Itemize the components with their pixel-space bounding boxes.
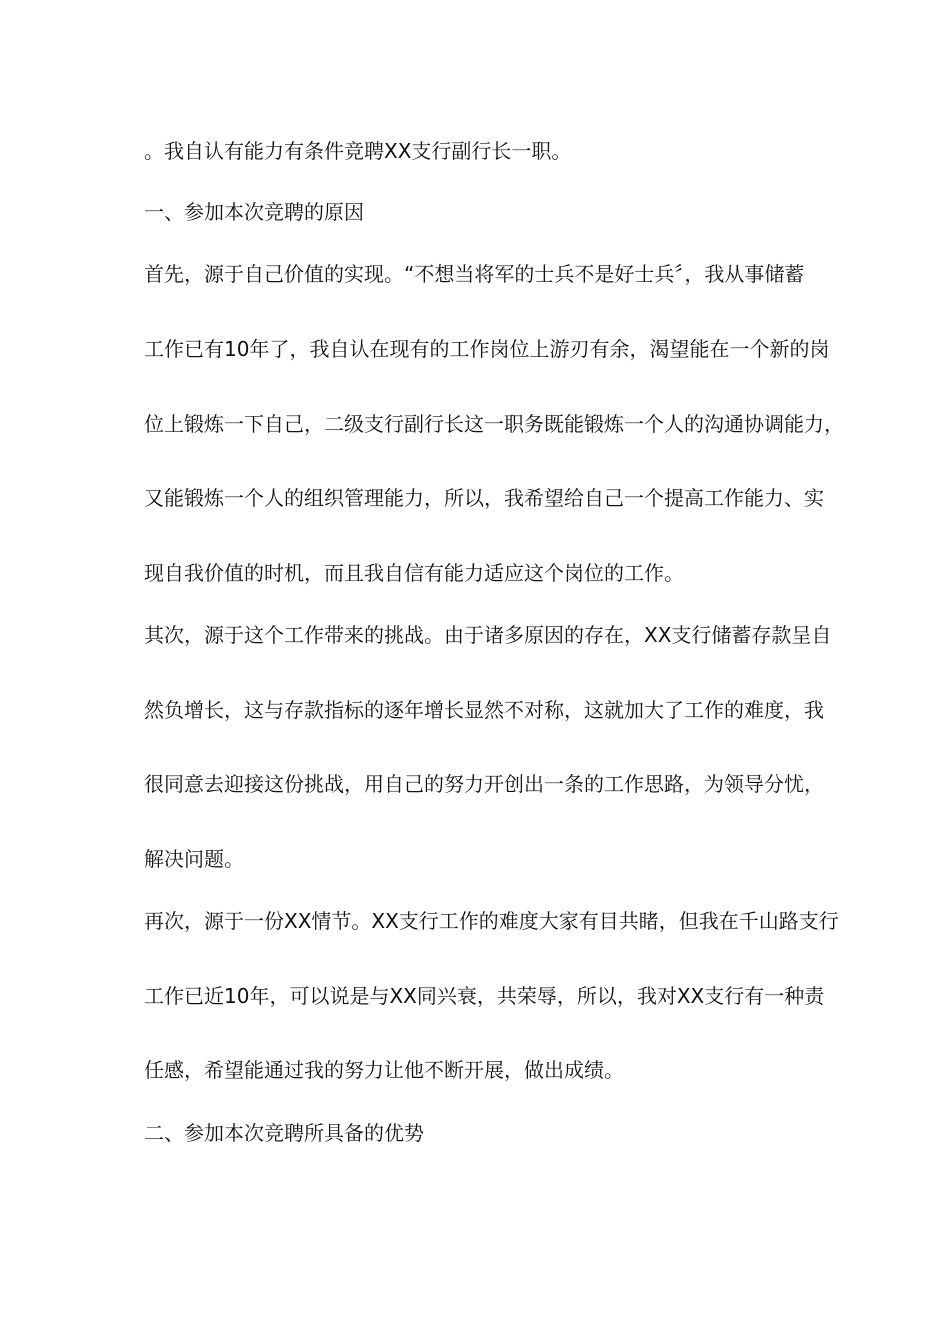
text-line: 首先，源于自己价值的实现。“不想当将军的士兵不是好士兵〞，我从事储蓄: [144, 262, 805, 286]
text-line: 工作已有10年了，我自认在现有的工作岗位上游刃有余，渴望能在一个新的岗: [144, 337, 830, 361]
text-line: 很同意去迎接这份挑战，用自己的努力开创出一条的工作思路，为领导分忧，: [144, 772, 824, 796]
text-line: 现自我价值的时机，而且我自信有能力适应这个岗位的工作。: [144, 561, 684, 585]
text-line: 工作已近10年，可以说是与XX同兴衰，共荣辱，所以，我对XX支行有一种责: [144, 984, 825, 1008]
text-line: 然负增长，这与存款指标的逐年增长显然不对称，这就加大了工作的难度，我: [144, 698, 824, 722]
section-heading-reasons: 一、参加本次竞聘的原因: [144, 200, 364, 224]
text-line: 。我自认有能力有条件竞聘XX支行副行长一职。: [144, 139, 572, 163]
text-line: 解决问题。: [144, 847, 244, 871]
section-heading-advantages: 二、参加本次竞聘所具备的优势: [144, 1121, 424, 1145]
text-line: 又能锻炼一个人的组织管理能力，所以，我希望给自己一个提高工作能力、实: [144, 486, 824, 510]
text-line: 任感，希望能通过我的努力让他不断开展，做出成绩。: [144, 1058, 624, 1082]
text-line: 再次，源于一份XX情节。XX支行工作的难度大家有目共睹，但我在千山路支行: [144, 909, 839, 933]
text-line: 其次，源于这个工作带来的挑战。由于诸多原因的存在，XX支行储蓄存款呈自: [144, 623, 832, 647]
text-line: 位上锻炼一下自己，二级支行副行长这一职务既能锻炼一个人的沟通协调能力，: [144, 412, 844, 436]
